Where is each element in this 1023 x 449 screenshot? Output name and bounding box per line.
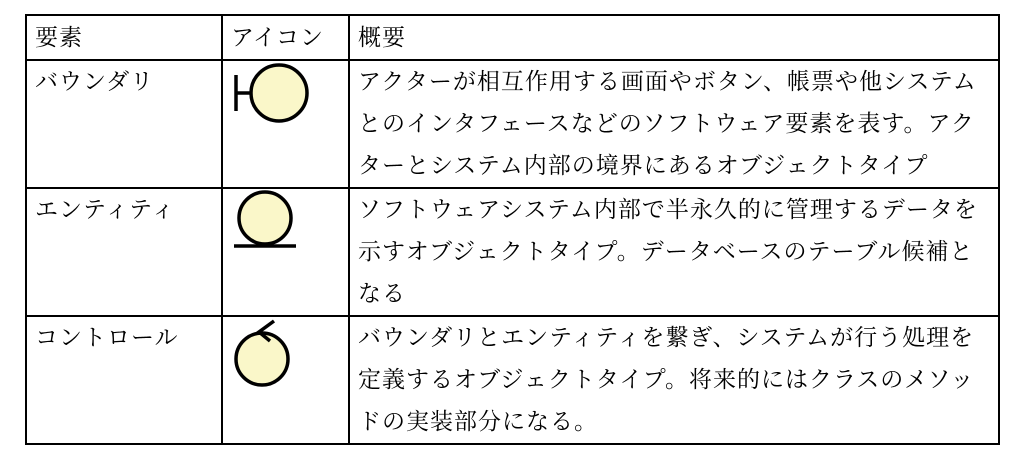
header-row — [26, 15, 999, 60]
entity-icon — [231, 189, 299, 251]
boundary-icon — [231, 61, 311, 125]
element-name: バウンダリ — [26, 60, 222, 188]
header-icon: アイコン — [222, 15, 349, 60]
table-row-entity — [26, 188, 999, 316]
element-name: コントロール — [26, 316, 222, 444]
icon-cell — [222, 188, 349, 316]
control-icon — [231, 317, 293, 387]
header-overview: 概要 — [349, 15, 999, 60]
element-description: アクターが相互作用する画面やボタン、帳票や他システムとのインタフェースなどのソフトウェア要素を表す。アクターとシステム内部の境界にあるオブジェクトタイプ — [349, 60, 999, 188]
table-row-control — [26, 316, 999, 444]
uml-elements-table — [25, 14, 1000, 445]
header-element: 要素 — [26, 15, 222, 60]
icon-cell — [222, 316, 349, 444]
element-description: バウンダリとエンティティを繋ぎ、システムが行う処理を定義するオブジェクトタイプ。将来的にはクラスのメソッドの実装部分になる。 — [349, 316, 999, 444]
element-name: エンティティ — [26, 188, 222, 316]
icon-cell — [222, 60, 349, 188]
element-description: ソフトウェアシステム内部で半永久的に管理するデータを示すオブジェクトタイプ。データベースのテーブル候補となる — [349, 188, 999, 316]
table-row-boundary — [26, 60, 999, 188]
